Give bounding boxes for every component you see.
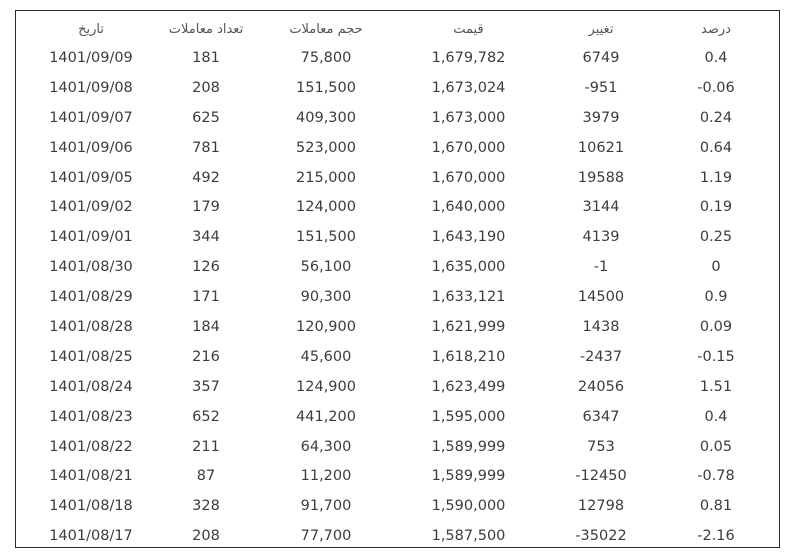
cell-change: 14500 [577,289,625,306]
cell-price: 1,673,000 [431,109,506,126]
cell-count: 357 [192,378,220,395]
cell-volume: 215,000 [296,169,356,186]
cell-count: 781 [192,139,220,156]
price-history-frame [15,10,780,548]
price-history-table [26,15,771,551]
cell-change: 12798 [577,498,625,515]
cell-volume: 124,900 [296,378,356,395]
cell-change: 753 [587,438,615,455]
cell-count: 344 [192,229,220,246]
cell-change: 19588 [577,169,625,186]
cell-price: 1,621,999 [431,318,506,335]
cell-change: -2437 [579,348,623,365]
cell-change: -1 [593,259,609,276]
cell-volume: 120,900 [296,318,356,335]
cell-count: 179 [192,199,220,216]
cell-date: 1401/09/08 [49,79,133,96]
table-row [26,163,771,193]
cell-count: 184 [192,318,220,335]
table-row [26,43,771,73]
cell-date: 1401/08/21 [49,468,133,485]
table-header-row [26,15,771,43]
cell-count: 87 [196,468,216,485]
cell-count: 211 [192,438,220,455]
cell-change: 1438 [582,318,620,335]
cell-date: 1401/09/09 [49,49,133,66]
cell-volume: 151,500 [296,229,356,246]
cell-price: 1,618,210 [431,348,506,365]
table-row [26,192,771,222]
cell-price: 1,670,000 [431,139,506,156]
header-volume: حجم معاملات [289,21,363,37]
table-row [26,103,771,133]
cell-price: 1,623,499 [431,378,506,395]
header-count: تعداد معاملات [168,21,244,37]
cell-change: 3144 [582,199,620,216]
cell-percent: 0.24 [699,109,733,126]
cell-price: 1,673,024 [431,79,506,96]
cell-count: 126 [192,259,220,276]
cell-volume: 409,300 [296,109,356,126]
header-price: قیمت [453,21,484,37]
cell-percent: 1.19 [699,169,733,186]
cell-volume: 77,700 [300,528,352,545]
cell-change: -35022 [575,528,627,545]
cell-date: 1401/08/28 [49,318,133,335]
cell-change: 4139 [582,229,620,246]
cell-price: 1,590,000 [431,498,506,515]
cell-volume: 45,600 [300,348,352,365]
cell-date: 1401/09/06 [49,139,133,156]
cell-date: 1401/08/23 [49,408,133,425]
cell-percent: 0.19 [699,199,733,216]
cell-price: 1,635,000 [431,259,506,276]
cell-percent: 0.05 [699,438,733,455]
cell-percent: 0.81 [699,498,733,515]
cell-date: 1401/08/22 [49,438,133,455]
cell-date: 1401/08/18 [49,498,133,515]
cell-price: 1,670,000 [431,169,506,186]
cell-percent: 0.4 [704,408,728,425]
cell-date: 1401/09/01 [49,229,133,246]
cell-date: 1401/09/07 [49,109,133,126]
table-row [26,312,771,342]
cell-date: 1401/09/02 [49,199,133,216]
cell-percent: -2.16 [697,528,735,545]
table-row [26,521,771,551]
cell-change: 10621 [577,139,625,156]
cell-date: 1401/08/24 [49,378,133,395]
cell-percent: 0.64 [699,139,733,156]
cell-percent: -0.15 [697,348,735,365]
cell-volume: 64,300 [300,438,352,455]
table-row [26,402,771,432]
cell-percent: 0.9 [704,289,728,306]
cell-percent: 0 [711,259,721,276]
cell-price: 1,589,999 [431,438,506,455]
table-row [26,342,771,372]
cell-date: 1401/09/05 [49,169,133,186]
cell-price: 1,640,000 [431,199,506,216]
table-row [26,491,771,521]
table-row [26,461,771,491]
cell-price: 1,643,190 [431,229,506,246]
cell-count: 181 [192,49,220,66]
cell-volume: 11,200 [300,468,352,485]
cell-count: 328 [192,498,220,515]
cell-count: 625 [192,109,220,126]
cell-count: 492 [192,169,220,186]
cell-volume: 124,000 [296,199,356,216]
cell-change: 6749 [582,49,620,66]
table-row [26,282,771,312]
cell-volume: 151,500 [296,79,356,96]
header-percent: درصد [701,21,731,37]
header-date: تاریخ [78,21,104,37]
table-row [26,432,771,462]
cell-date: 1401/08/30 [49,259,133,276]
cell-price: 1,589,999 [431,468,506,485]
cell-volume: 90,300 [300,289,352,306]
cell-count: 652 [192,408,220,425]
cell-percent: 1.51 [699,378,733,395]
cell-change: 6347 [582,408,620,425]
cell-percent: 0.25 [699,229,733,246]
cell-count: 208 [192,79,220,96]
cell-change: -12450 [575,468,627,485]
table-row [26,133,771,163]
cell-price: 1,679,782 [431,49,506,66]
table-row [26,73,771,103]
cell-change: 24056 [577,378,625,395]
table-row [26,372,771,402]
header-change: تغییر [588,21,614,37]
cell-count: 216 [192,348,220,365]
table-row [26,252,771,282]
cell-percent: 0.09 [699,318,733,335]
cell-price: 1,587,500 [431,528,506,545]
cell-percent: -0.78 [697,468,735,485]
cell-volume: 75,800 [300,49,352,66]
cell-volume: 523,000 [296,139,356,156]
cell-date: 1401/08/25 [49,348,133,365]
cell-date: 1401/08/29 [49,289,133,306]
table-row [26,222,771,252]
cell-count: 171 [192,289,220,306]
cell-date: 1401/08/17 [49,528,133,545]
cell-change: 3979 [582,109,620,126]
cell-volume: 441,200 [296,408,356,425]
cell-change: -951 [584,79,618,96]
cell-volume: 91,700 [300,498,352,515]
cell-percent: -0.06 [697,79,735,96]
cell-percent: 0.4 [704,49,728,66]
cell-price: 1,595,000 [431,408,506,425]
cell-price: 1,633,121 [431,289,506,306]
cell-volume: 56,100 [300,259,352,276]
cell-count: 208 [192,528,220,545]
